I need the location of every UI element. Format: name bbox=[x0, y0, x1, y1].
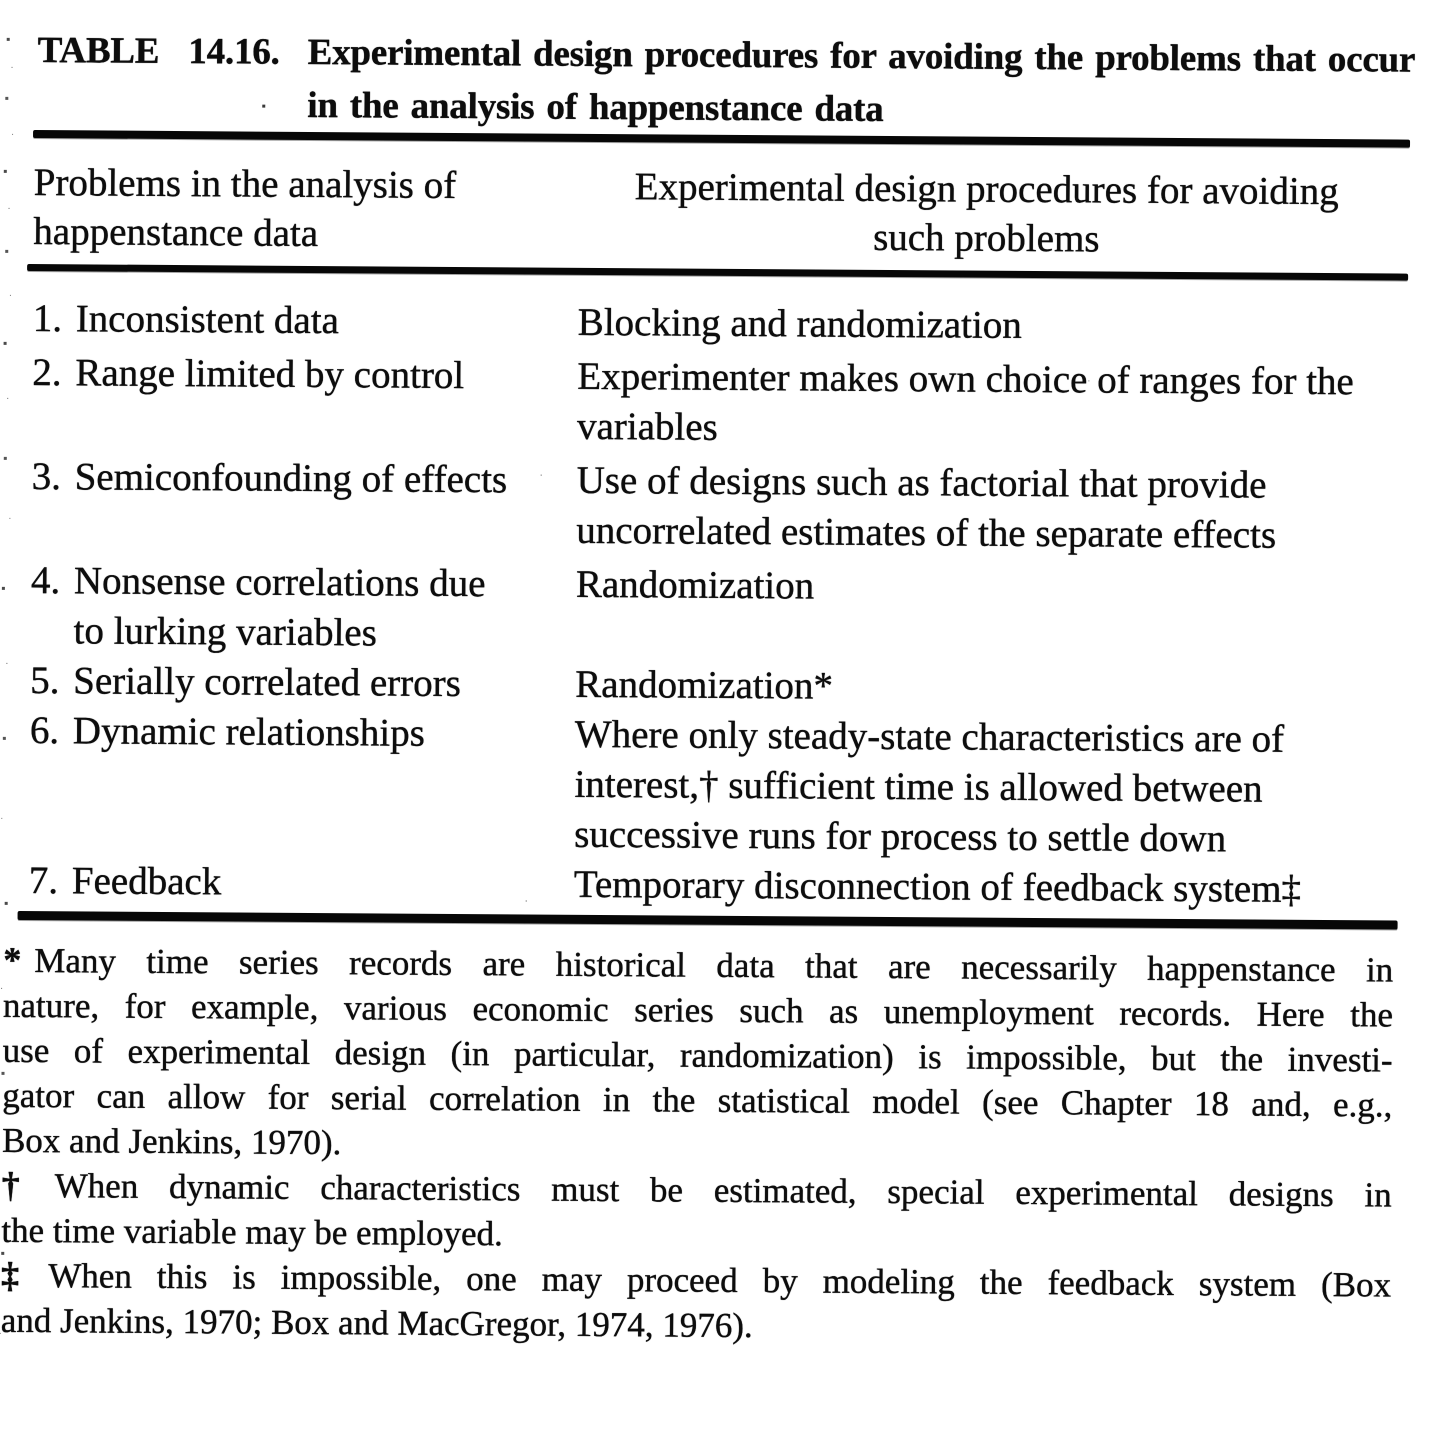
table-row bbox=[30, 556, 1407, 666]
problem-cell bbox=[29, 856, 574, 910]
problem-line: Semiconfounding of effects bbox=[74, 455, 508, 502]
procedure-cell bbox=[574, 860, 1405, 916]
table-row bbox=[29, 706, 1406, 866]
scan-speckles bbox=[0, 0, 3, 3]
column-header-procedures bbox=[563, 162, 1410, 266]
footnote-line: nature, for example, various economic series such as unemployment records. Here the bbox=[2, 985, 1394, 1035]
column-headers bbox=[33, 158, 1410, 266]
procedure-cell bbox=[576, 560, 1407, 616]
problem-text bbox=[74, 452, 576, 506]
table-number-label: TABLE 14.16. bbox=[37, 30, 280, 73]
table-row bbox=[29, 856, 1405, 916]
problem-text bbox=[72, 856, 574, 910]
procedure-line: Blocking and randomization bbox=[577, 300, 1022, 347]
procedure-cell bbox=[575, 660, 1406, 716]
problem-line: Dynamic relationships bbox=[72, 709, 426, 755]
problem-cell bbox=[33, 294, 578, 348]
row-number: 6. bbox=[29, 709, 60, 753]
footnote-marker: † bbox=[1, 1164, 42, 1206]
procedure-cell bbox=[576, 456, 1408, 562]
header-line: Problems in the analysis of bbox=[33, 161, 457, 207]
table-body bbox=[29, 294, 1409, 916]
footnote-marker: * bbox=[3, 939, 22, 980]
footnote-line: Box and Jenkins, 1970). bbox=[1, 1120, 342, 1163]
row-number: 7. bbox=[28, 859, 59, 903]
problem-line: Range limited by control bbox=[75, 351, 465, 398]
footnote-text: When this is impossible, one may proceed by modeling the feedback system (Box bbox=[48, 1256, 1392, 1305]
problem-line: Nonsense correlations due bbox=[73, 559, 486, 606]
table-row bbox=[33, 294, 1409, 354]
procedure-line: interest,† sufficient time is allowed between bbox=[574, 762, 1263, 811]
procedure-line: Use of designs such as factorial that provide bbox=[576, 458, 1267, 507]
procedure-line: variables bbox=[576, 404, 718, 449]
problem-text bbox=[73, 706, 575, 760]
footnote-marker: ‡ bbox=[0, 1254, 36, 1296]
footnote-line: use of experimental design (in particular, randomization) is impossible, but the investi- bbox=[2, 1030, 1393, 1080]
footnotes-block bbox=[1, 938, 1394, 1353]
procedure-line: Randomization* bbox=[575, 662, 834, 708]
problem-cell bbox=[30, 656, 575, 710]
header-line: happenstance data bbox=[33, 210, 319, 256]
caption-line-1: Experimental design procedures for avoiding the problems that occur bbox=[307, 31, 1416, 81]
caption-line-2: in the analysis of happenstance data bbox=[307, 84, 884, 130]
header-rule bbox=[27, 264, 1408, 281]
footnote-asterisk bbox=[2, 938, 1394, 1173]
problem-cell bbox=[30, 556, 576, 660]
footnote-line: and Jenkins, 1970; Box and MacGregor, 1974, 1976). bbox=[0, 1300, 753, 1346]
problem-text bbox=[76, 294, 578, 348]
procedure-line: uncorrelated estimates of the separate effects bbox=[576, 508, 1277, 557]
problem-text bbox=[73, 556, 576, 660]
problem-text bbox=[73, 656, 575, 710]
problem-line: Serially correlated errors bbox=[73, 659, 462, 706]
procedure-line: successive runs for process to settle down bbox=[574, 812, 1227, 861]
procedure-line: Temporary disconnection of feedback system‡ bbox=[573, 862, 1302, 911]
row-number: 1. bbox=[32, 297, 63, 341]
footnote-dagger bbox=[1, 1163, 1392, 1263]
procedure-cell bbox=[574, 710, 1406, 866]
footnote-text: When dynamic characteristics must be estimated, special experimental designs in bbox=[54, 1166, 1392, 1215]
footnote-text: Many time series records are historical data that are necessarily happenstance in bbox=[34, 941, 1394, 990]
problem-line: Inconsistent data bbox=[75, 297, 340, 343]
table-row bbox=[31, 452, 1408, 562]
header-line: Experimental design procedures for avoiding bbox=[634, 165, 1339, 214]
problem-cell bbox=[30, 706, 575, 760]
problem-cell bbox=[32, 348, 577, 402]
procedure-line: Where only steady-state characteristics are of bbox=[574, 712, 1285, 761]
problem-text bbox=[75, 348, 577, 402]
problem-cell bbox=[31, 452, 576, 506]
header-line: such problems bbox=[873, 215, 1100, 261]
column-header-problems bbox=[33, 158, 564, 260]
footnote-double-dagger bbox=[1, 1253, 1392, 1353]
problem-line: to lurking variables bbox=[73, 609, 378, 655]
row-number: 2. bbox=[32, 351, 62, 395]
procedure-cell bbox=[577, 352, 1409, 458]
row-number: 5. bbox=[30, 659, 60, 703]
row-number: 4. bbox=[30, 559, 61, 603]
table-title bbox=[37, 24, 1423, 140]
row-number: 3. bbox=[31, 455, 62, 499]
table-caption bbox=[307, 26, 1415, 140]
problem-line: Feedback bbox=[71, 859, 222, 904]
footnote-line: the time variable may be employed. bbox=[1, 1210, 504, 1254]
table-row bbox=[32, 348, 1409, 458]
procedure-line: Randomization bbox=[575, 562, 815, 608]
procedure-cell bbox=[578, 298, 1409, 354]
procedure-line: Experimenter makes own choice of ranges for the bbox=[577, 354, 1354, 404]
footnote-line: gator can allow for serial correlation in the statistical model (see Chapter 18 and, e.g., bbox=[2, 1075, 1393, 1125]
